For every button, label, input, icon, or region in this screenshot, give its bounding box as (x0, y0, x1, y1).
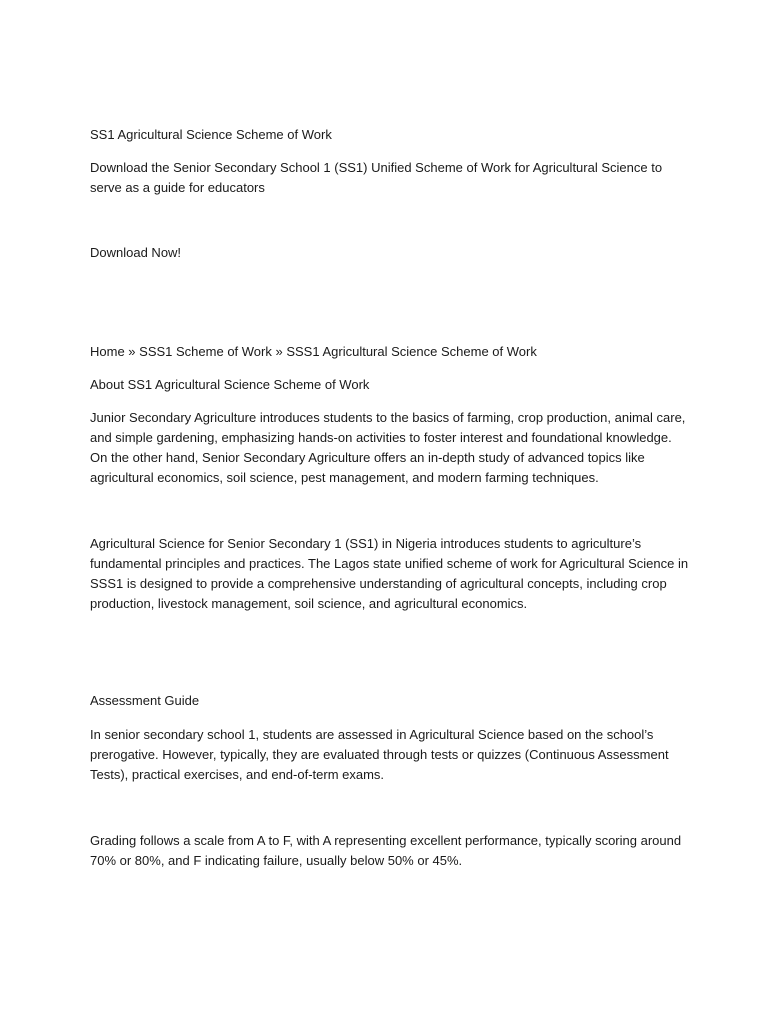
breadcrumb-separator: » (271, 344, 287, 359)
breadcrumb (90, 342, 690, 362)
about-paragraph-2: Agricultural Science for Senior Secondary 1 (SS1) in Nigeria introduces students to agriculture’s fundamental principles and practices. The Lagos state unified scheme of work for Agricultural Science in SSS1 is designed to provide a comprehensive understanding of agricultural concepts, including crop production, livestock management, soil science, and agricultural economics. (90, 536, 689, 611)
assessment-paragraph-2: Grading follows a scale from A to F, with A representing excellent performance, typically scoring around 70% or 80%, and F indicating failure, usually below 50% or 45%. (90, 833, 682, 868)
breadcrumb-current: SSS1 Agricultural Science Scheme of Work (286, 344, 537, 359)
assessment-heading: Assessment Guide (90, 693, 200, 708)
download-now-link[interactable]: Download Now! (90, 245, 182, 260)
breadcrumb-sss1-scheme[interactable]: SSS1 Scheme of Work (139, 344, 272, 359)
assessment-paragraph-1: In senior secondary school 1, students are assessed in Agricultural Science based on the school’s prerogative. However, typically, they are evaluated through tests or quizzes (Continuous Assessment Tests), practical exercises, and end-of-term exams. (90, 727, 669, 782)
about-heading: About SS1 Agricultural Science Scheme of Work (90, 377, 370, 392)
breadcrumb-home[interactable]: Home (90, 344, 125, 359)
about-paragraph-1: Junior Secondary Agriculture introduces students to the basics of farming, crop production, animal care, and simple gardening, emphasizing hands-on activities to foster interest and foundational knowledge. On the other hand, Senior Secondary Agriculture offers an in-depth study of advanced topics like agricultural economics, soil science, pest management, and modern farming techniques. (90, 410, 686, 485)
page-title: SS1 Agricultural Science Scheme of Work (90, 127, 332, 142)
intro-paragraph: Download the Senior Secondary School 1 (SS1) Unified Scheme of Work for Agricultural Science to serve as a guide for educators (90, 160, 663, 195)
breadcrumb-separator: » (124, 344, 140, 359)
